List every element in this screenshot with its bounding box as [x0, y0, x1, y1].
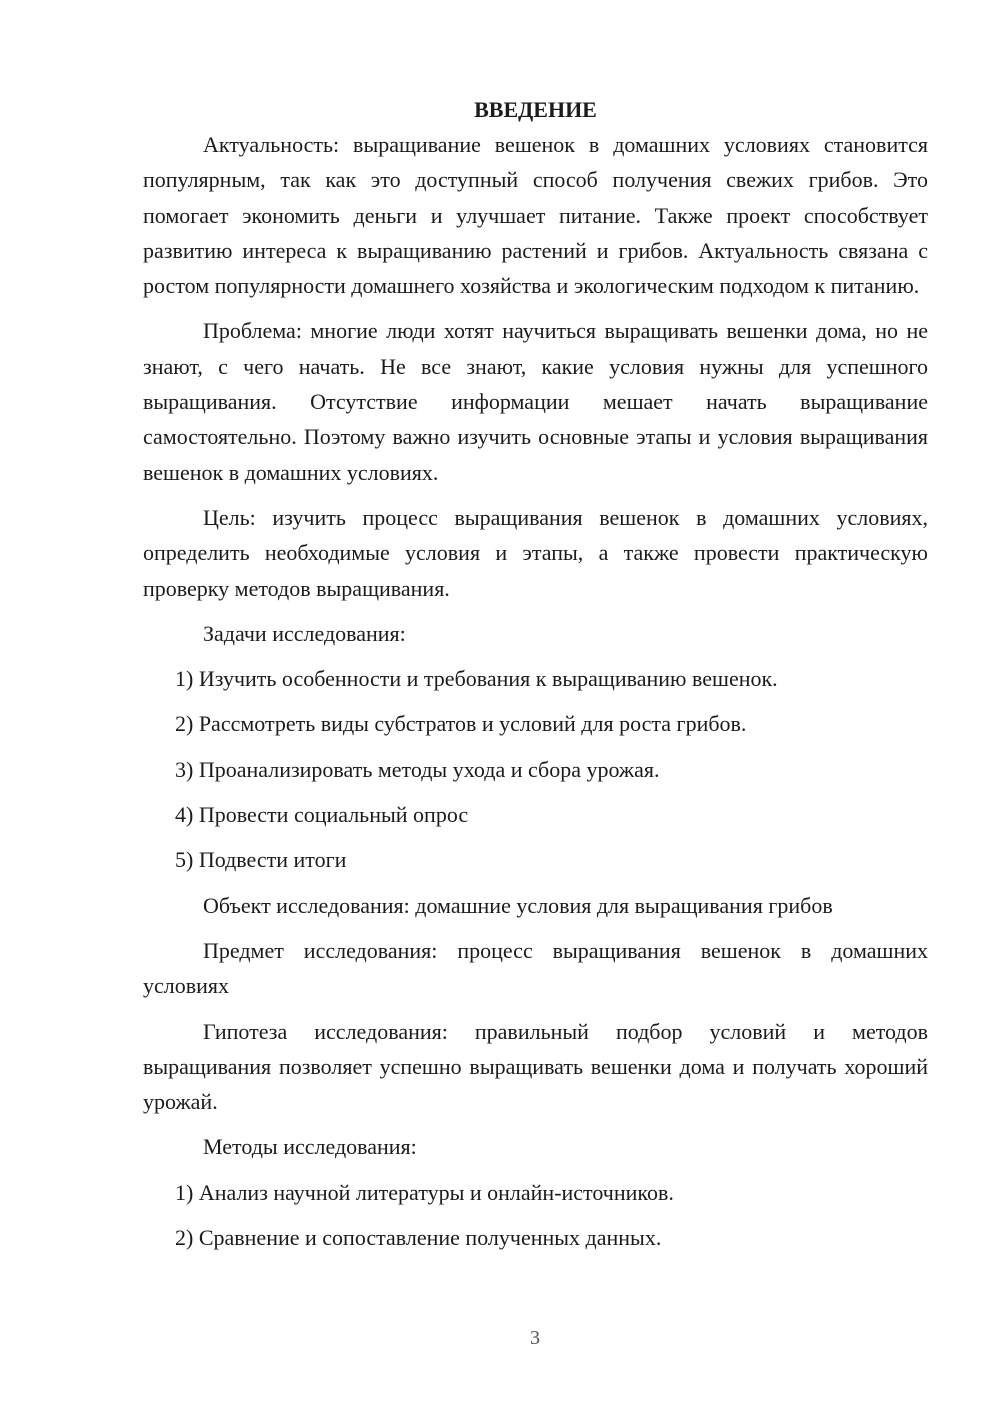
subject-paragraph: Предмет исследования: процесс выращивания вешенок в домашних условиях [143, 937, 928, 999]
task-item: 3) Проанализировать методы ухода и сбора урожая. [175, 756, 660, 782]
problem-paragraph: Проблема: многие люди хотят научиться выращивать вешенки дома, но не знают, с чего начать. Не все знают, какие условия нужны для успешного выращивания. Отсутствие информации мешает начать выращивание самостоятельно. Поэтому важно изучить основные этапы и условия выращивания вешенок в домашних условиях. [143, 318, 928, 485]
object-line: Объект исследования: домашние условия для выращивания грибов [203, 892, 833, 918]
methods-title: Методы исследования: [203, 1134, 417, 1160]
relevance-paragraph: Актуальность: выращивание вешенок в домашних условиях становится популярным, так как это доступный способ получения свежих грибов. Это помогает экономить деньги и улучшает питание. Также проект способствует развитию интереса к выращиванию растений и грибов. Актуальность связана с ростом популярности домашнего хозяйства и экологическим подходом к питанию. [143, 132, 928, 299]
goal-paragraph: Цель: изучить процесс выращивания вешенок в домашних условиях, определить необходимые условия и этапы, а также провести практическую проверку методов выращивания. [143, 504, 928, 601]
task-item: 4) Провести социальный опрос [175, 802, 469, 828]
task-item: 5) Подвести итоги [175, 847, 347, 873]
hypothesis-paragraph: Гипотеза исследования: правильный подбор условий и методов выращивания позволяет успешно выращивать вешенки дома и получать хороший урожай. [143, 1018, 928, 1115]
page-content [143, 92, 928, 1255]
method-item: 1) Анализ научной литературы и онлайн-источников. [175, 1179, 674, 1205]
method-item: 2) Сравнение и сопоставление полученных данных. [175, 1225, 662, 1251]
tasks-title: Задачи исследования: [203, 620, 406, 646]
page-number: 3 [530, 1327, 540, 1349]
task-item: 1) Изучить особенности и требования к выращиванию вешенок. [175, 666, 778, 692]
task-item: 2) Рассмотреть виды субстратов и условий для роста грибов. [175, 711, 747, 737]
section-heading: ВВЕДЕНИЕ [474, 97, 597, 122]
